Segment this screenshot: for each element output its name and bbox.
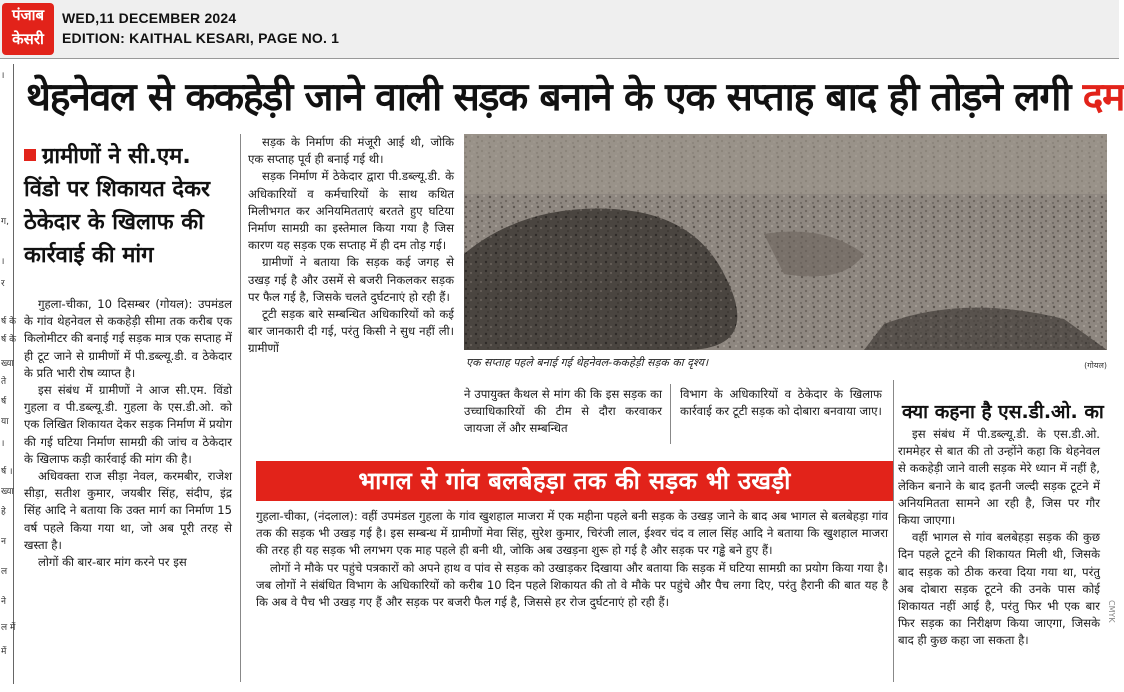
paragraph: ग्रामीणों ने बताया कि सड़क कई जगह से उखड़ गई है और उसमें से बजरी निकलकर सड़क पर फैल गई है, जिसके चलते दुर्घटनाएं हो रही हैं। [248, 255, 454, 304]
fragment-text: र्ष । [1, 467, 13, 477]
fragment-text: ल में [1, 623, 16, 633]
logo-line-2: केसरी [12, 30, 44, 48]
paragraph: गुहला-चीका, 10 दिसम्बर (गोयल): उपमंडल के गांव थेहनेवल से ककहेड़ी सीमा तक करीब एक किलोमीटर की बनाई गई सड़क मात्र एक सप्ताह में ही टूट जाने से ग्रामीणों में पी.डब्ल्यू.डी. व ठेकेदार के प्रति भारी रोष व्याप्त है। [24, 297, 232, 380]
logo-line-1: पंजाब [11, 6, 45, 24]
second-story-headline: भागल से गांव बलबेहड़ा तक की सड़क भी उखड़ी [256, 461, 893, 501]
page-header [0, 0, 1119, 58]
subheading-text: ग्रामीणों ने सी.एम. विंडो पर शिकायत देकर ठेकेदार के खिलाफ की कार्रवाई की मांग [24, 144, 210, 268]
bullet-square-icon [24, 149, 36, 161]
fragment-text: र्ष [1, 397, 7, 407]
issue-date: WED,11 DECEMBER 2024 [62, 10, 237, 26]
fragment-text: । [1, 257, 5, 267]
road-photo [464, 134, 1107, 350]
fragment-text: हे [1, 507, 6, 517]
story-column-1 [24, 296, 232, 571]
column-divider [893, 380, 894, 682]
fragment-text: । [1, 71, 5, 81]
fragment-text: न [1, 537, 6, 547]
fragment-text: । [1, 439, 5, 449]
fragment-text: र [1, 279, 5, 289]
edition-meta [62, 8, 339, 48]
column-divider [670, 384, 671, 444]
fragment-text: ल [1, 567, 8, 577]
main-headline [26, 70, 1124, 126]
photo-credit: (गोयल) [1084, 361, 1107, 370]
sdo-column [898, 426, 1100, 650]
paragraph: ने उपायुक्त कैथल से मांग की कि इस सड़क का उच्चाधिकारियों की टीम से दौरा करवाकर जायजा लें और सम्बन्धित [464, 387, 662, 436]
fragment-text: या [1, 417, 9, 427]
paragraph: लोगों ने मौके पर पहुंचे पत्रकारों को अपने हाथ व पांव से सड़क को उखाड़कर दिखाया और बताया कि सड़क में घटिया सामग्री का प्रयोग किया गया है। जब लोगों ने संबंधित विभाग के अधिकारियों को करीब 10 दिन पहले शिकायत की तो वे मौके पर पहुंचे और पैच लगा दिए, परंतु हैरानी की बात यह है कि अब वे पैच भी उखड़ गए हैं और सड़क पर बजरी फैल गई है, जिससे हर रोज दुर्घटनाएं हो रही हैं। [256, 560, 888, 610]
fragment-text: र्ष के [1, 335, 16, 345]
paragraph: गुहला-चीका, (नंदलाल): वहीं उपमंडल गुहला के गांव खुशहाल माजरा में एक महीना पहले बनी सड़क के उखड़ जाने के बाद अब भागल से बलबेहड़ा गांव तक की सड़क भी उखड़ गई है। इस सम्बन्ध में ग्रामीणों मेवा सिंह, सुरेश कुमार, चिरंजी लाल, ईश्वर चंद व लाल सिंह आदि ने बताया कि खुशहाल माजरा की तरह ही यह सड़क भी लगभग एक माह पहले ही बनी थी, जोकि अब उखड़ना शुरू हो गई है और सड़क पर गड्ढे बने हुए हैं। [256, 509, 888, 558]
paragraph: विभाग के अधिकारियों व ठेकेदार के खिलाफ कार्रवाई कर टूटी सड़क को दोबारा बनवाया जाए। [680, 387, 882, 419]
photo-caption: एक सप्ताह पहले बनाई गई थेहनेवल-ककहेड़ी सड़क का दृश्य। [466, 356, 709, 369]
newspaper-logo [2, 3, 54, 55]
paragraph: इस संबंध में ग्रामीणों ने आज सी.एम. विंडो गुहला व पी.डब्ल्यू.डी. गुहला के एस.डी.ओ. को एक लिखित शिकायत देकर सड़क निर्माण में प्रयोग की गई घटिया निर्माण सामग्री की जांच व ठेकेदार के खिलाफ कड़ी कार्रवाई की मांग की है। [24, 383, 232, 466]
subheading [24, 140, 232, 272]
fragment-text: र्ष के [1, 317, 16, 327]
column-divider [240, 134, 241, 682]
paragraph: अधिवक्ता राज सीड़ा नेवल, करमबीर, राजेश सीड़ा, सतीश कुमार, जयबीर सिंह, संदीप, इंद्र सिंह आदि ने बताया कि उक्त मार्ग का निर्माण 15 वर्ष पहले किया गया था, जो अब पूरी तरह से खस्ता है। [24, 469, 232, 552]
headline-text: थेहनेवल से ककहेड़ी जाने वाली सड़क बनाने के एक सप्ताह बाद ही तोड़ने लगी [26, 75, 1083, 120]
second-story-body [256, 508, 888, 611]
print-registration-mark: CMYK [1107, 600, 1116, 623]
paragraph: सड़क निर्माण में ठेकेदार द्वारा पी.डब्ल्यू.डी. के अधिकारियों व कर्मचारियों के साथ कथित मिलीभगत कर अनियमितताएं बरतते हुए घटिया निर्माण सामग्री का इस्तेमाल किया गया है जिस कारण यह सड़क एक सप्ताह में ही दम तोड़ गई। [248, 169, 454, 253]
fragment-text: ख्या [1, 359, 14, 369]
story-column-2 [248, 134, 454, 358]
fragment-text: ख्या [1, 487, 14, 497]
fragment-text: ग, [1, 217, 9, 227]
adjacent-column-fragment [0, 64, 14, 684]
paragraph: टूटी सड़क बारे सम्बन्धित अधिकारियों को कई बार जानकारी दी गई, परंतु किसी ने सुध नहीं ली। ग्रामीणों [248, 307, 454, 356]
sdo-heading: क्या कहना है एस.डी.ओ. का [902, 401, 1104, 423]
story-column-4 [680, 386, 882, 420]
paragraph: वहीं भागल से गांव बलबेहड़ा सड़क की कुछ दिन पहले टूटने की शिकायत मिली थी, जिसके बाद सड़क को ठीक करवा दिया गया था, परंतु अब दोबारा सड़क टूटने की उनके पास कोई शिकायत नहीं आई है, परंतु फिर भी एक बार फिर सड़क का निरीक्षण किया जाएगा, जिसके बाद ही कुछ कहा जा सकता है। [898, 530, 1100, 648]
paragraph: सड़क के निर्माण की मंजूरी आई थी, जोकि एक सप्ताह पूर्व ही बनाई गई थी। [248, 135, 454, 167]
header-divider [0, 58, 1119, 59]
edition-info: EDITION: KAITHAL KESARI, PAGE NO. 1 [62, 30, 340, 46]
fragment-text: ने [1, 597, 6, 607]
paragraph: इस संबंध में पी.डब्ल्यू.डी. के एस.डी.ओ. राममेहर से बात की तो उन्होंने कहा कि थेहनेवल से ककहेड़ी जाने वाली सड़क मेरे ध्यान में नहीं है, लेकिन बनाने के बाद इतनी जल्दी सड़क टूटने में अनियमितता सामने आ रही है, जिस पर गौर किया जाएगा। [898, 427, 1100, 528]
story-column-3 [464, 386, 662, 438]
fragment-text: में [1, 647, 7, 657]
headline-accent: दम [1082, 75, 1124, 120]
paragraph: लोगों की बार-बार मांग करने पर इस [38, 555, 187, 570]
fragment-text: ते [1, 377, 7, 387]
